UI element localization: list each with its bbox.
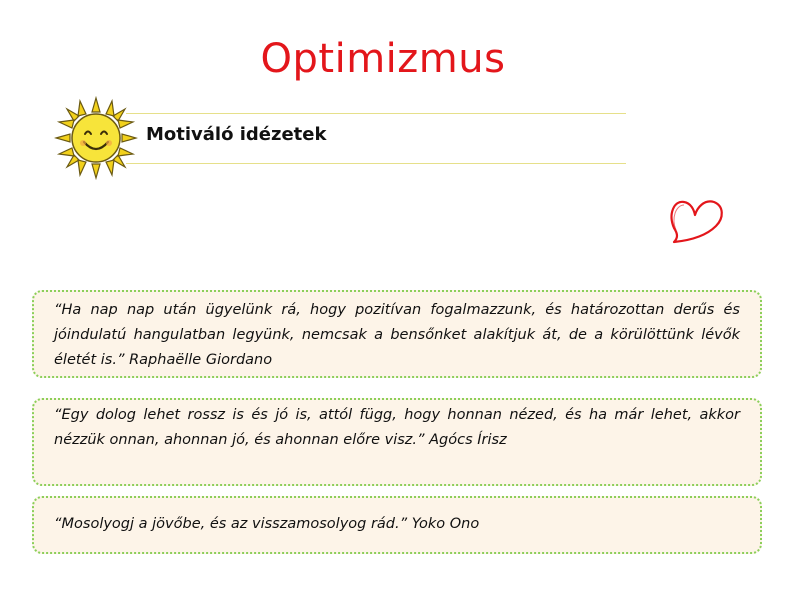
quote-text: “Egy dolog lehet rossz is és jó is, attól függ, hogy honnan nézed, és ha már lehet, akkor nézzük onnan, ahonnan jó, és ahonnan előre visz.”: [54, 407, 740, 448]
quote-text: “Mosolyogj a jövőbe, és az visszamosolyog rád.”: [54, 516, 408, 532]
quote-card: [32, 496, 762, 554]
page-title: Optimizmus: [260, 36, 506, 82]
smiling-sun-icon: [54, 96, 138, 180]
quote-card: [32, 398, 762, 486]
heart-outline-icon: [664, 188, 728, 252]
quote-card: [32, 290, 762, 378]
section-heading: Motiváló idézetek: [146, 124, 327, 145]
section-divider-bottom: [126, 163, 626, 164]
quote-author: Agócs Írisz: [429, 432, 507, 448]
section-divider-top: [126, 113, 626, 114]
quote-author: Raphaëlle Giordano: [129, 352, 273, 368]
quote-author: Yoko Ono: [411, 516, 480, 532]
quote-text: “Ha nap nap után ügyelünk rá, hogy pozitívan fogalmazzunk, és határozottan derűs és jóindulatú hangulatban legyünk, nemcsak a bensőnket alakítjuk át, de a körülöttünk lévők életét is.”: [54, 302, 740, 368]
